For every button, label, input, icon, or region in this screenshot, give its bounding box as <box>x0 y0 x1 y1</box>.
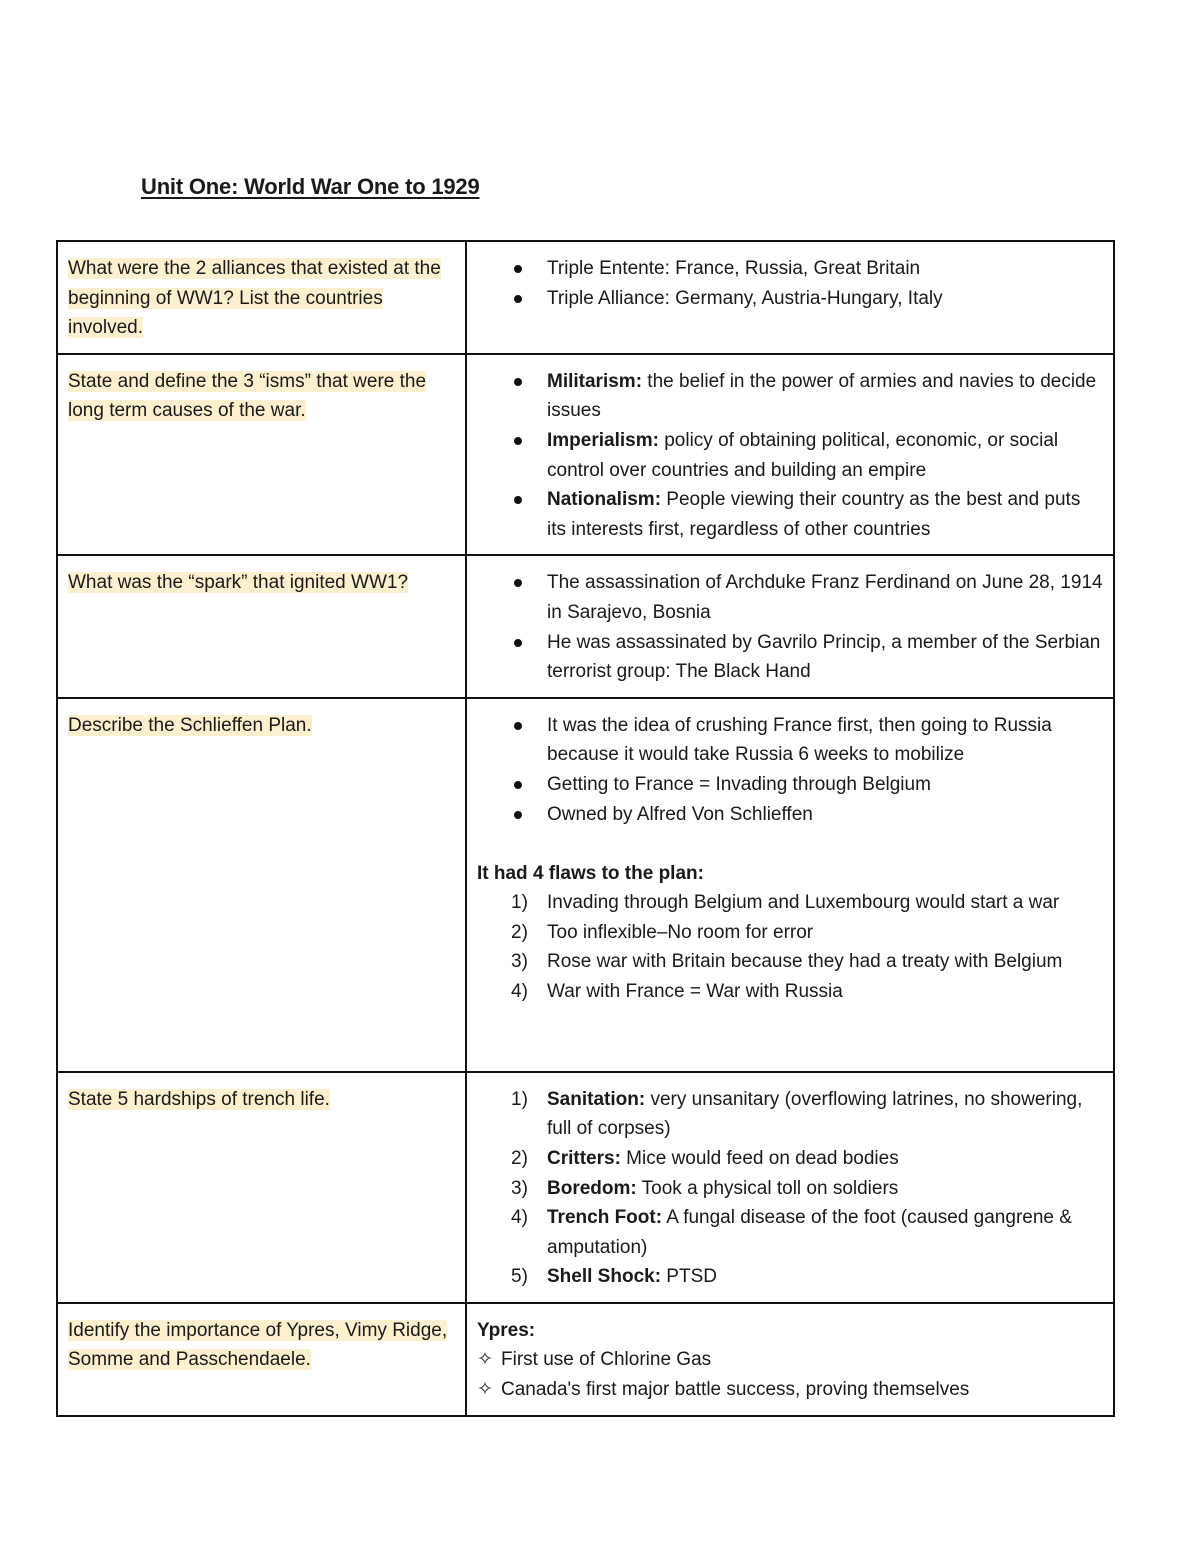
item-number: 3) <box>511 951 528 973</box>
section-heading: Ypres: <box>477 1319 536 1341</box>
list-item <box>477 426 1103 485</box>
item-text: People viewing their country as the best and puts its interests first, regardless of other countries <box>547 489 1081 540</box>
list-item <box>477 1203 1103 1262</box>
question-cell <box>57 354 466 556</box>
term-label: Militarism: <box>547 370 643 392</box>
item-text: Too inflexible–No room for error <box>547 921 814 943</box>
list-item <box>477 1262 1103 1292</box>
table-row <box>57 555 1114 697</box>
question-text: State 5 hardships of trench life. <box>68 1088 330 1110</box>
page-title: Unit One: World War One to 1929 <box>141 174 480 199</box>
list-item <box>477 1375 1103 1405</box>
item-text: Canada's first major battle success, proving themselves <box>501 1379 970 1401</box>
term-label: Nationalism: <box>547 489 662 511</box>
item-text: PTSD <box>661 1266 717 1288</box>
item-text: Mice would feed on dead bodies <box>620 1147 899 1169</box>
item-number: 2) <box>511 1147 528 1169</box>
item-text: War with France = War with Russia <box>547 981 843 1003</box>
term-label: Imperialism: <box>547 429 659 451</box>
term-label: Sanitation: <box>547 1088 646 1110</box>
item-text: Triple Entente: France, Russia, Great Britain <box>547 258 921 279</box>
item-number: 1) <box>511 1088 528 1110</box>
item-text: the belief in the power of armies and navies to decide issues <box>547 370 1097 422</box>
item-number: 2) <box>511 921 528 943</box>
item-text: policy of obtaining political, economic, or social control over countries and building an empire <box>547 429 1059 481</box>
list-item <box>477 367 1103 426</box>
term-label: Shell Shock: <box>547 1266 662 1288</box>
item-text: It was the idea of crushing France first, then going to Russia because it would take Russia 6 weeks to mobilize <box>547 714 1052 766</box>
question-text: What were the 2 alliances that existed at the beginning of WW1? List the countries involved. <box>68 258 441 339</box>
question-cell <box>57 241 466 354</box>
list-item <box>477 800 1103 830</box>
item-text: Owned by Alfred Von Schlieffen <box>547 803 813 825</box>
item-text: The assassination of Archduke Franz Ferdinand on June 28, 1914 in Sarajevo, Bosnia <box>547 572 1103 623</box>
list-item <box>477 1085 1103 1144</box>
item-text: He was assassinated by Gavrilo Princip, a member of the Serbian terrorist group: The Black Hand <box>547 631 1101 683</box>
item-text: Triple Alliance: Germany, Austria-Hungary, Italy <box>547 287 943 309</box>
list-item <box>477 1174 1103 1204</box>
question-cell <box>57 698 466 1072</box>
answer-list <box>477 367 1103 545</box>
question-text: State and define the 3 “isms” that were the long term causes of the war. <box>68 370 427 422</box>
table-row <box>57 241 1114 354</box>
term-label: Critters: <box>547 1147 621 1169</box>
list-item <box>477 947 1103 977</box>
spacer <box>477 829 1103 859</box>
question-cell <box>57 1072 466 1303</box>
table-row <box>57 1303 1114 1416</box>
item-number: 5) <box>511 1266 528 1288</box>
list-item <box>477 888 1103 918</box>
answer-cell <box>466 241 1114 354</box>
answer-cell <box>466 1072 1114 1303</box>
list-item <box>477 568 1103 627</box>
item-text: very unsanitary (overflowing latrines, no showering, full of corpses) <box>547 1088 1083 1140</box>
question-cell <box>57 1303 466 1416</box>
item-text: Rose war with Britain because they had a treaty with Belgium <box>547 951 1063 973</box>
answer-cell <box>466 555 1114 697</box>
question-text: Describe the Schlieffen Plan. <box>68 714 312 736</box>
list-item <box>477 1144 1103 1174</box>
term-label: Trench Foot: <box>547 1207 663 1229</box>
list-item <box>477 284 1103 314</box>
list-item <box>477 711 1103 770</box>
qa-table <box>56 240 1115 1417</box>
diamond-icon: ✧ <box>477 1379 493 1401</box>
question-text: Identify the importance of Ypres, Vimy Ridge, Somme and Passchendaele. <box>68 1319 448 1371</box>
item-text: Took a physical toll on soldiers <box>636 1177 899 1199</box>
item-number: 4) <box>511 981 528 1003</box>
table-row <box>57 698 1114 1072</box>
list-item <box>477 977 1103 1007</box>
item-number: 1) <box>511 892 528 914</box>
question-text: What was the “spark” that ignited WW1? <box>68 572 409 594</box>
item-text: Getting to France = Invading through Belgium <box>547 773 931 795</box>
answer-cell <box>466 698 1114 1072</box>
diamond-icon: ✧ <box>477 1349 493 1371</box>
answer-list <box>477 711 1103 829</box>
answer-list <box>477 568 1103 686</box>
list-item <box>477 254 1103 284</box>
item-text: First use of Chlorine Gas <box>501 1349 712 1371</box>
table-row <box>57 354 1114 556</box>
term-label: Boredom: <box>547 1177 637 1199</box>
flaws-list <box>477 888 1103 1006</box>
answer-cell <box>466 1303 1114 1416</box>
hardships-list <box>477 1085 1103 1292</box>
list-item <box>477 918 1103 948</box>
answer-list <box>477 254 1103 313</box>
item-number: 4) <box>511 1207 528 1229</box>
list-item <box>477 628 1103 687</box>
list-item <box>477 485 1103 544</box>
table-row <box>57 1072 1114 1303</box>
question-cell <box>57 555 466 697</box>
item-text: Invading through Belgium and Luxembourg would start a war <box>547 892 1060 914</box>
list-item <box>477 770 1103 800</box>
flaws-heading: It had 4 flaws to the plan: <box>477 862 704 884</box>
list-item <box>477 1345 1103 1375</box>
item-number: 3) <box>511 1177 528 1199</box>
item-text: A fungal disease of the foot (caused gangrene & amputation) <box>547 1207 1072 1258</box>
answer-cell <box>466 354 1114 556</box>
